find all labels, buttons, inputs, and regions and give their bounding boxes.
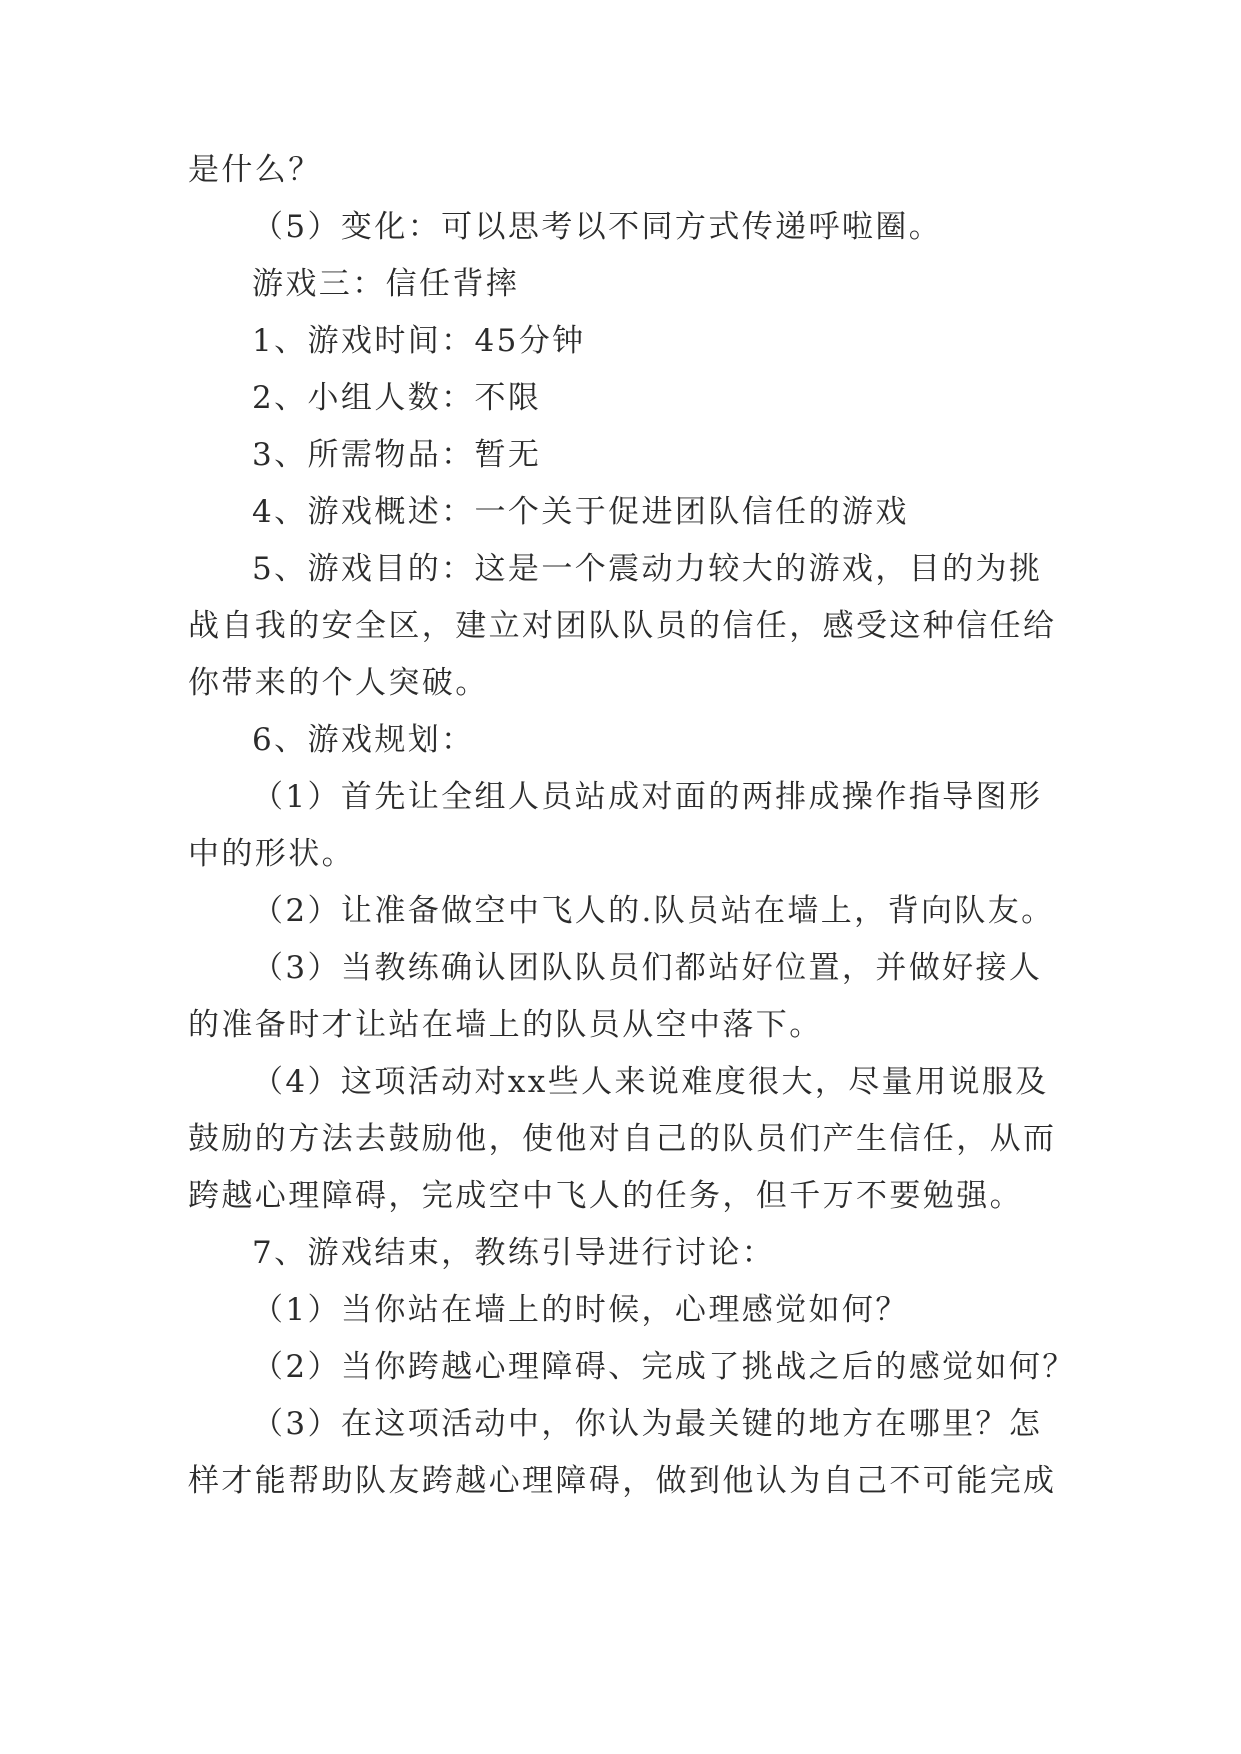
text-line: 游戏三：信任背摔 — [252, 266, 520, 302]
text-line: 3、所需物品：暂无 — [252, 437, 542, 473]
text-line: （5）变化：可以思考以不同方式传递呼啦圈。 — [252, 209, 943, 245]
text-line: 4、游戏概述：一个关于促进团队信任的游戏 — [252, 494, 909, 530]
text-line: （4）这项活动对xx些人来说难度很大，尽量用说服及 — [252, 1064, 1049, 1100]
text-line: 的准备时才让站在墙上的队员从空中落下。 — [188, 1007, 823, 1043]
text-line: （3）在这项活动中，你认为最关键的地方在哪里？怎 — [252, 1406, 1043, 1442]
text-line: 跨越心理障碍，完成空中飞人的任务，但千万不要勉强。 — [188, 1178, 1023, 1214]
text-line: 7、游戏结束，教练引导进行讨论： — [252, 1235, 776, 1271]
text-line: （1）首先让全组人员站成对面的两排成操作指导图形 — [252, 779, 1043, 815]
text-line: （1）当你站在墙上的时候，心理感觉如何？ — [252, 1292, 909, 1328]
text-line: 鼓励的方法去鼓励他，使他对自己的队员们产生信任，从而 — [188, 1121, 1057, 1157]
text-line: 是什么？ — [188, 152, 322, 188]
text-line: 6、游戏规划： — [252, 722, 475, 758]
text-line: 1、游戏时间：45分钟 — [252, 323, 586, 359]
text-line: 2、小组人数：不限 — [252, 380, 542, 416]
text-line: （2）当你跨越心理障碍、完成了挑战之后的感觉如何？ — [252, 1349, 1076, 1385]
text-line: 5、游戏目的：这是一个震动力较大的游戏，目的为挑 — [252, 551, 1043, 587]
text-line: 中的形状。 — [188, 836, 355, 872]
text-line: 样才能帮助队友跨越心理障碍，做到他认为自己不可能完成 — [188, 1463, 1057, 1499]
text-line: 战自我的安全区，建立对团队队员的信任，感受这种信任给 — [188, 608, 1057, 644]
text-line: （3）当教练确认团队队员们都站好位置，并做好接人 — [252, 950, 1043, 986]
text-line: （2）让准备做空中飞人的.队员站在墙上，背向队友。 — [252, 893, 1055, 929]
text-line: 你带来的个人突破。 — [188, 665, 489, 701]
